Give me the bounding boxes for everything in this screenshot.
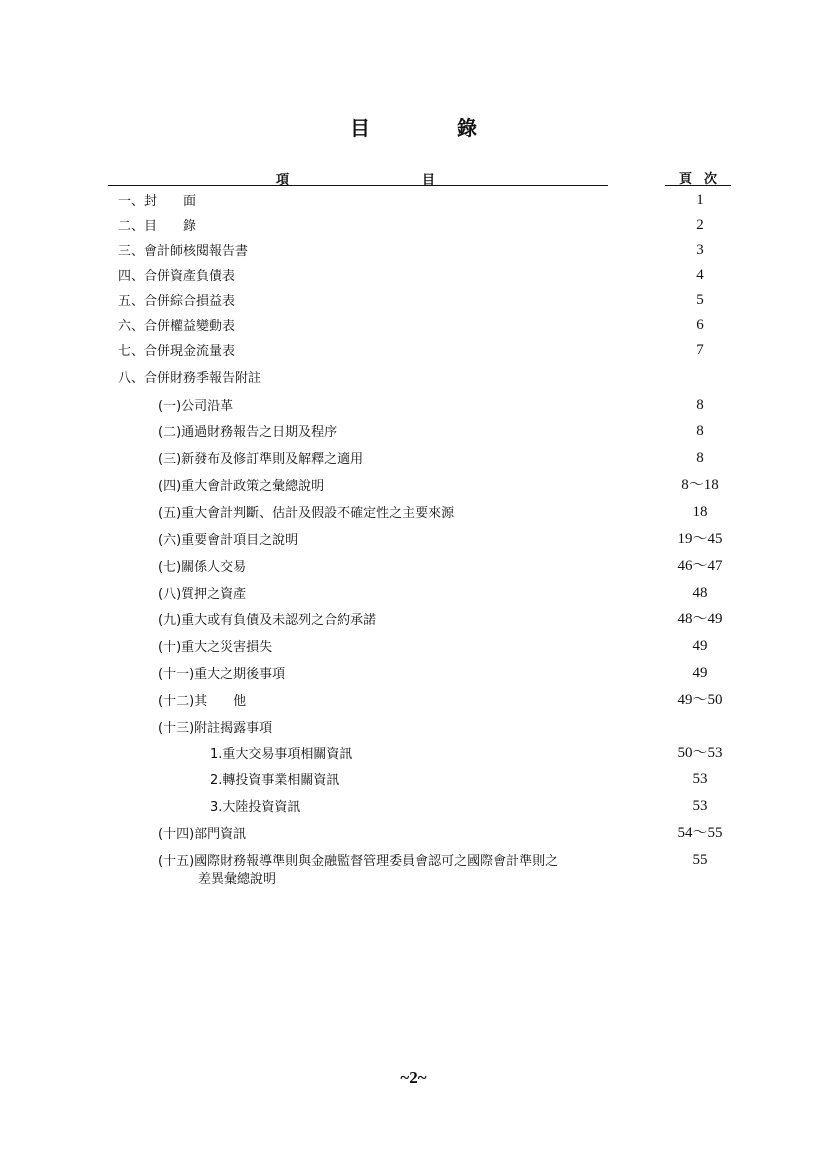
toc-entry-label: (五)重大會計判斷、估計及假設不確定性之主要來源 bbox=[158, 506, 455, 521]
toc-entry-page: 7 bbox=[696, 342, 704, 358]
toc-entry-label: (二)通過財務報告之日期及程序 bbox=[158, 425, 338, 440]
item-header-char-2: 目 bbox=[422, 173, 436, 188]
toc-entry-page: 5 bbox=[696, 292, 704, 308]
item-header-char-1: 項 bbox=[276, 173, 290, 188]
toc-entry-ifrs-differences[interactable] bbox=[0, 853, 827, 893]
toc-entry-page: 2 bbox=[696, 217, 704, 233]
toc-entry-page: 4 bbox=[696, 267, 704, 283]
toc-entry-new-standards[interactable] bbox=[0, 451, 827, 475]
toc-entry-label: (七)關係人交易 bbox=[158, 560, 247, 575]
toc-entry-significant-accounts[interactable] bbox=[0, 532, 827, 556]
toc-entry-label: (六)重要會計項目之說明 bbox=[158, 533, 299, 548]
toc-entry-label: (三)新發布及修訂準則及解釋之適用 bbox=[158, 452, 364, 467]
item-column-header bbox=[108, 168, 608, 186]
page-column-header: 頁次 bbox=[665, 168, 731, 186]
toc-entry-related-party[interactable] bbox=[0, 559, 827, 583]
toc-entry-page: 8～18 bbox=[681, 477, 719, 493]
toc-entry-page: 49 bbox=[692, 665, 708, 681]
toc-entry-label: (八)質押之資產 bbox=[158, 587, 247, 602]
toc-entry-label bbox=[158, 853, 558, 889]
toc-entry-label: 四、合併資產負債表 bbox=[118, 269, 236, 284]
toc-entry-company-history[interactable] bbox=[0, 398, 827, 422]
toc-entry-label-line-2: 差異彙總說明 bbox=[198, 872, 277, 887]
toc-entry-income-statement[interactable] bbox=[0, 293, 827, 317]
toc-entry-page: 3 bbox=[696, 242, 704, 258]
toc-entry-label: (一)公司沿革 bbox=[158, 399, 234, 414]
toc-entry-disclosures[interactable] bbox=[0, 720, 827, 744]
toc-entry-equity-changes[interactable] bbox=[0, 318, 827, 342]
toc-entry-page: 19～45 bbox=[677, 531, 723, 547]
toc-entry-disaster-losses[interactable] bbox=[0, 639, 827, 663]
toc-entry-label: (十二)其 他 bbox=[158, 694, 247, 709]
toc-entry-page: 49 bbox=[692, 638, 708, 654]
toc-entry-page: 48～49 bbox=[677, 611, 723, 627]
toc-entry-page: 53 bbox=[692, 798, 708, 814]
toc-entry-cover[interactable] bbox=[0, 193, 827, 217]
toc-entry-mainland-investments[interactable] bbox=[0, 799, 827, 823]
toc-entry-label: 七、合併現金流量表 bbox=[118, 344, 236, 359]
toc-entry-others[interactable] bbox=[0, 693, 827, 717]
toc-entry-cash-flow[interactable] bbox=[0, 343, 827, 367]
toc-entry-page: 18 bbox=[692, 504, 708, 520]
toc-entry-notes[interactable] bbox=[0, 370, 827, 394]
toc-entry-judgements-estimates[interactable] bbox=[0, 505, 827, 529]
toc-entry-page: 8 bbox=[696, 397, 704, 413]
toc-entry-page: 8 bbox=[696, 450, 704, 466]
toc-entry-label: (九)重大或有負債及未認列之合約承諾 bbox=[158, 613, 377, 628]
toc-entry-accounting-policies[interactable] bbox=[0, 478, 827, 502]
toc-entry-page: 53 bbox=[692, 771, 708, 787]
toc-entry-contingencies[interactable] bbox=[0, 612, 827, 636]
toc-entry-label: (十四)部門資訊 bbox=[158, 827, 247, 842]
toc-entry-label: 二、目 錄 bbox=[118, 219, 197, 234]
toc-entry-contents[interactable] bbox=[0, 218, 827, 242]
page-title: 目 錄 bbox=[350, 116, 517, 140]
toc-entry-label: 一、封 面 bbox=[118, 194, 197, 209]
toc-entry-page: 1 bbox=[696, 192, 704, 208]
toc-entry-label: 1.重大交易事項相關資訊 bbox=[210, 747, 353, 762]
toc-entry-label: 八、合併財務季報告附註 bbox=[118, 371, 262, 386]
toc-entry-label: 3.大陸投資資訊 bbox=[210, 800, 301, 815]
toc-entry-page: 55 bbox=[692, 852, 708, 868]
toc-entry-significant-transactions[interactable] bbox=[0, 746, 827, 770]
toc-entry-label-line-1: (十五)國際財務報導準則與金融監督管理委員會認可之國際會計準則之 bbox=[158, 854, 559, 869]
toc-entry-page: 50～53 bbox=[677, 745, 723, 761]
toc-entry-page: 6 bbox=[696, 317, 704, 333]
page-number: ~2~ bbox=[400, 1068, 427, 1087]
toc-entry-balance-sheet[interactable] bbox=[0, 268, 827, 292]
toc-entry-label: (十三)附註揭露事項 bbox=[158, 721, 273, 736]
toc-entry-investees[interactable] bbox=[0, 772, 827, 796]
toc-entry-subsequent-events[interactable] bbox=[0, 666, 827, 690]
toc-entry-page: 8 bbox=[696, 423, 704, 439]
toc-entry-approval-date[interactable] bbox=[0, 424, 827, 448]
toc-entry-auditor-report[interactable] bbox=[0, 243, 827, 267]
toc-entry-page: 48 bbox=[692, 585, 708, 601]
toc-entry-label: (十一)重大之期後事項 bbox=[158, 667, 286, 682]
toc-entry-segments[interactable] bbox=[0, 826, 827, 850]
toc-entry-page: 49～50 bbox=[677, 692, 723, 708]
toc-entry-pledged-assets[interactable] bbox=[0, 586, 827, 610]
toc-entry-page: 46～47 bbox=[677, 558, 723, 574]
toc-entry-label: 2.轉投資事業相關資訊 bbox=[210, 773, 340, 788]
toc-entry-label: (十)重大之災害損失 bbox=[158, 640, 273, 655]
toc-entry-label: 五、合併綜合損益表 bbox=[118, 294, 236, 309]
toc-entry-label: 六、合併權益變動表 bbox=[118, 319, 236, 334]
toc-entry-page: 54～55 bbox=[677, 825, 723, 841]
toc-entry-label: (四)重大會計政策之彙總說明 bbox=[158, 479, 325, 494]
toc-entry-label: 三、會計師核閱報告書 bbox=[118, 244, 249, 259]
